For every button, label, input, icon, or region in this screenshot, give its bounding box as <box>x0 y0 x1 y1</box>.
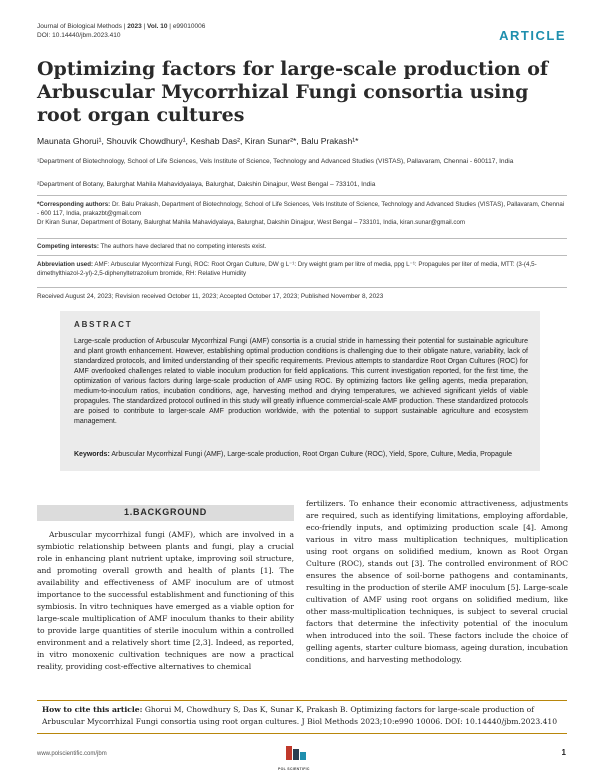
correspondence-author-1: Dr. Balu Prakash, Department of Biotechnology, School of Life Sciences, Vels Institute of Science, Technology and Advanced Studies (VISTAS), Pallavaram, Chennai - 600 117, India, prakazbt@gmail.com <box>37 201 565 217</box>
correspondence-author-2: Dr Kiran Sunar, Department of Botany, Balurghat Mahila Mahavidyalaya, Balurghat, Dakshin Dinajpur, West Bengal – 733101, India, kiran.sunar@gmail.com <box>37 219 466 226</box>
abstract-text: Large-scale production of Arbuscular Mycorrhizal Fungi (AMF) consortia is a crucial stride in harnessing their potential for sustainable agriculture and plant growth enhancement. However, establishing optimal production conditions is challenging due to their obligate nature, variability, lack of standardized protocols, and limited understanding of their specific requirements. Previous attempts to standardize Root Organ Cultures (ROC) for AMF overlooked challenges related to viable inoculum production for field applications. This current investigation reported, for the first time, the optimization of various factors during large-scale production of AMF using ROC. By optimizing factors like gelling agents, media preparation, medium-to-inoculum ratios, incubation conditions, age, harvesting method and drying temperatures, we achieved significant yields of viable propagules. The standardized protocol outlined in this study will greatly influence commercial-scale AMF production. These standardized protocols are poised to contribute to larger-scale AMF production worldwide, with the potential to support sustainable agriculture and ecosystem management. <box>74 338 528 425</box>
keywords-label: Keywords: <box>74 451 110 458</box>
correspondence <box>37 200 567 227</box>
article-type-tag: ARTICLE <box>499 28 566 43</box>
affiliation-2: ²Department of Botany, Balurghat Mahila Mahavidyalaya, Balurghat, Dakshin Dinajpur, West Bengal – 733101, India <box>37 181 376 188</box>
divider <box>37 287 567 288</box>
journal-header: Journal of Biological Methods | 2023 | Vol. 10 | e99010006 DOI: 10.14440/jbm.2023.410 <box>37 23 206 39</box>
article-id: e99010006 <box>172 23 206 30</box>
publisher-name: POL SCIENTIFIC <box>278 767 310 771</box>
citation-text: Ghorui M, Chowdhury S, Das K, Sunar K, Prakash B. Optimizing factors for large-scale production of Arbuscular Mycorrhizal Fungi consortia using root organ cultures. J Biol Methods 2023;10:e990 10006. DOI: 10.14440/jbm.2023.410 <box>42 705 558 726</box>
correspondence-label: *Corresponding authors: <box>37 201 111 208</box>
journal-year: 2023 <box>127 23 142 30</box>
abstract-heading: ABSTRACT <box>74 320 133 329</box>
page-number: 1 <box>561 748 566 757</box>
citation <box>42 704 562 728</box>
competing-label: Competing interests: <box>37 243 99 250</box>
section-heading: 1.BACKGROUND <box>123 507 208 517</box>
affiliation-1: ¹Department of Biotechnology, School of Life Sciences, Vels Institute of Science, Technology and Advanced Studies (VISTAS), Pallavaram, Chennai - 600117, India <box>37 158 514 165</box>
journal-url-link[interactable]: www.polscientific.com/jbm <box>37 751 107 757</box>
abbreviations-label: Abbreviation used: <box>37 261 94 268</box>
publisher-logo-icon <box>282 744 310 766</box>
competing-text: The authors have declared that no competing interests exist. <box>98 243 267 250</box>
competing-interests <box>37 243 567 250</box>
abbreviations-text: AMF: Arbuscular Mycorrhizal Fungi, ROC: Root Organ Culture, DW g L⁻¹: Dry weight gram per litre of media, ppg L⁻¹: Propagules per liter of media, MTT: (3-(4,5-dimethylthiazol-2-yl)-2,5-diphenyltetrazolium bromide, RH: Relative Humidity <box>37 261 537 277</box>
divider <box>37 238 567 239</box>
divider <box>37 195 567 196</box>
journal-name: Journal of Biological Methods <box>37 23 122 30</box>
doi: DOI: 10.14440/jbm.2023.410 <box>37 32 121 39</box>
body-column-right: fertilizers. To enhance their economic attractiveness, adjustments are required, such as identifying limitations, employing affordable, eco-friendly inputs, and optimizing production scale [4]. Among various in vitro mass multiplication techniques, multiplication using root organs on solidified medium, known as Root Organ Culture (ROC), stands out [3]. The controlled environment of ROC ensures the absence of soil-borne pathogens and contaminants, resulting in the production of sterile AMF inoculum [5]. Large-scale cultivation of AMF using root organs on solidified medium, like other mass-multiplication techniques, is subject to several crucial factors that determine the infectivity potential of the inoculum when introduced into the soil. These factors include the choice of gelling agents, starter culture biomass, ageing duration, incubation conditions, and harvesting methodology. <box>306 499 568 664</box>
article-title: Optimizing factors for large-scale production of Arbuscular Mycorrhizal Fungi consortia using root organ cultures <box>37 58 549 126</box>
author-list: Maunata Ghorui¹, Shouvik Chowdhury¹, Keshab Das², Kiran Sunar²*, Balu Prakash¹* <box>37 136 359 146</box>
divider <box>37 255 567 256</box>
body-column-left: Arbuscular mycorrhizal fungi (AMF), which are involved in a symbiotic relationship between plants and fungi, play a crucial role in enhancing plant nutrient uptake, improving soil structure, and promoting overall growth and health of plants [1]. The availability and effectiveness of AMF inoculum are of utmost importance to the successful establishment and functioning of this symbiosis. In vitro techniques have emerged as a viable option for large-scale multiplication of AMF inoculum thanks to their ability to provide large quantities of sterile inoculum within a controlled environment and a relatively short time [2,3]. Indeed, as reported, in vitro monoxenic cultivation techniques are now a practical reality, providing cost-effective alternatives to chemical <box>37 530 295 671</box>
keywords-text: Arbuscular Mycorrhizal Fungi (AMF), Large-scale production, Root Organ Culture (ROC), Yield, Spore, Culture, Media, Propagule <box>109 451 513 458</box>
journal-volume: Vol. 10 <box>147 23 168 30</box>
citation-label: How to cite this article: <box>42 705 143 714</box>
keywords <box>74 450 528 460</box>
publication-dates: Received August 24, 2023; Revision received October 11, 2023; Accepted October 17, 2023; Published November 8, 2023 <box>37 293 384 300</box>
abbreviations <box>37 260 567 278</box>
